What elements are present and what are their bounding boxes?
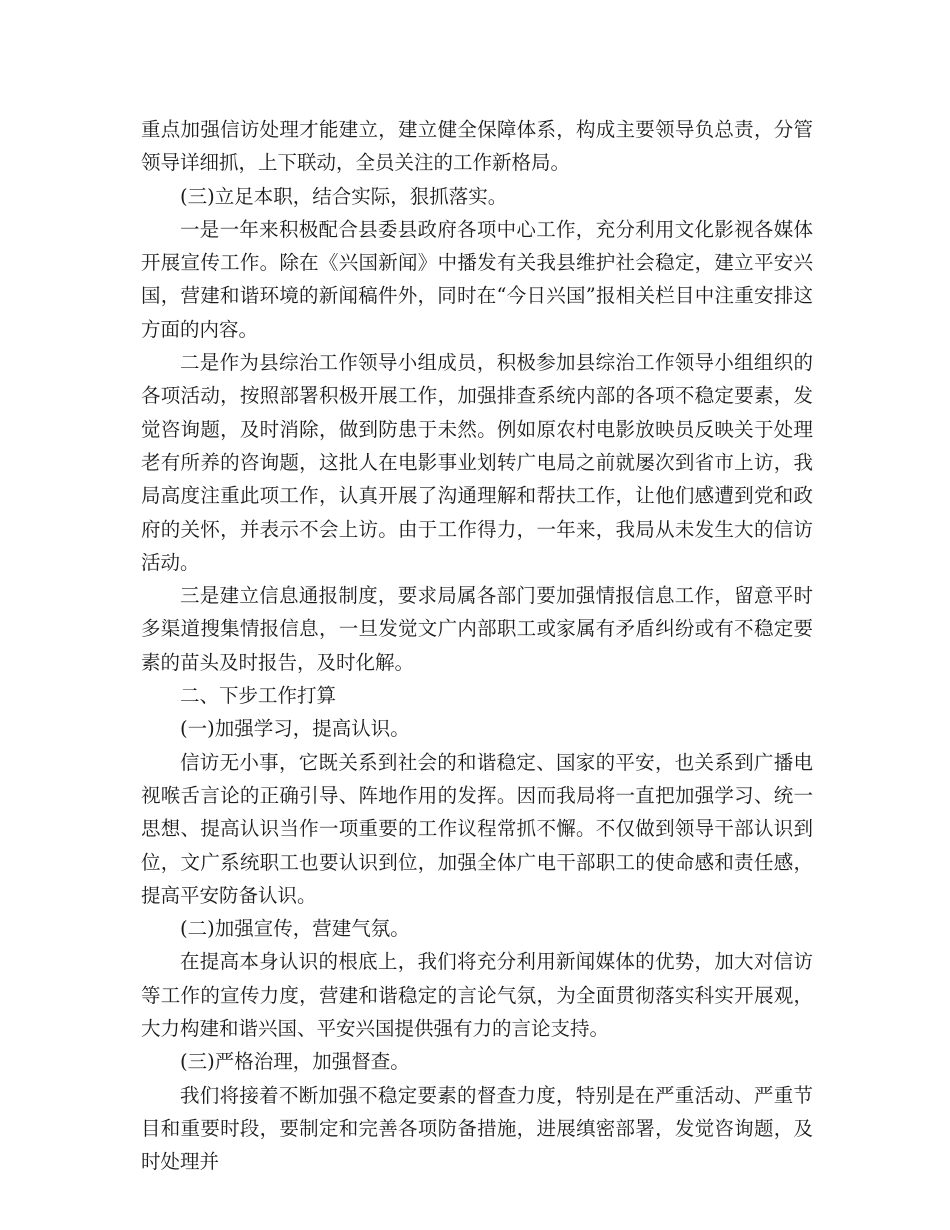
paragraph: 二是作为县综治工作领导小组成员，积极参加县综治工作领导小组组织的各项活动，按照部署积极开展工作，加强排查系统内部的各项不稳定要素，发觉咨询题，及时消除，做到防患于未然。例如原农村电影放映员反映关于处理老有所养的咨询题，这批人在电影事业划转广电局之前就屡次到省市上访，我局高度注重此项工作，认真开展了沟通理解和帮扶工作，让他们感遭到党和政府的关怀，并表示不会上访。由于工作得力，一年来，我局从未发生大的信访活动。	[141, 351, 813, 574]
paragraph: 我们将接着不断加强不稳定要素的督查力度，特别是在严重活动、严重节目和重要时段，要制定和完善各项防备措施，进展缜密部署，发觉咨询题，及时处理并	[141, 1083, 813, 1174]
subsection-heading-1: (一)加强学习，提高认识。	[180, 717, 410, 741]
paragraph: 信访无小事，它既关系到社会的和谐稳定、国家的平安，也关系到广播电视喉舌言论的正确引导、阵地作用的发挥。因而我局将一直把加强学习、统一思想、提高认识当作一项重要的工作议程常抓不懈。不仅做到领导干部认识到位，文广系统职工也要认识到位，加强全体广电干部职工的使命感和责任感，提高平安防备认识。	[141, 750, 813, 907]
subsection-heading-2: (二)加强宣传，营建气氛。	[180, 917, 410, 941]
paragraph: 三是建立信息通报制度，要求局属各部门要加强情报信息工作，留意平时多渠道搜集情报信息，一旦发觉文广内部职工或家属有矛盾纠纷或有不稳定要素的苗头及时报告，及时化解。	[141, 584, 813, 674]
section-heading-2: 二、下步工作打算	[180, 684, 337, 708]
section-heading-3: (三)立足本职，结合实际，狠抓落实。	[180, 184, 508, 208]
document-body	[141, 113, 813, 1179]
subsection-heading-3: (三)严格治理，加强督查。	[180, 1050, 410, 1074]
paragraph: 一是一年来积极配合县委县政府各项中心工作，充分利用文化影视各媒体开展宣传工作。除在《兴国新闻》中播发有关我县维护社会稳定，建立平安兴国，营建和谐环境的新闻稿件外，同时在“今日兴国”报相关栏目中注重安排这方面的内容。	[141, 217, 813, 341]
paragraph: 在提高本身认识的根底上，我们将充分利用新闻媒体的优势，加大对信访等工作的宣传力度，营建和谐稳定的言论气氛，为全面贯彻落实科实开展观，大力构建和谐兴国、平安兴国提供强有力的言论支持。	[141, 950, 813, 1041]
paragraph-continuation: 重点加强信访处理才能建立，建立健全保障体系，构成主要领导负总责，分管领导详细抓，上下联动，全员关注的工作新格局。	[141, 118, 813, 175]
